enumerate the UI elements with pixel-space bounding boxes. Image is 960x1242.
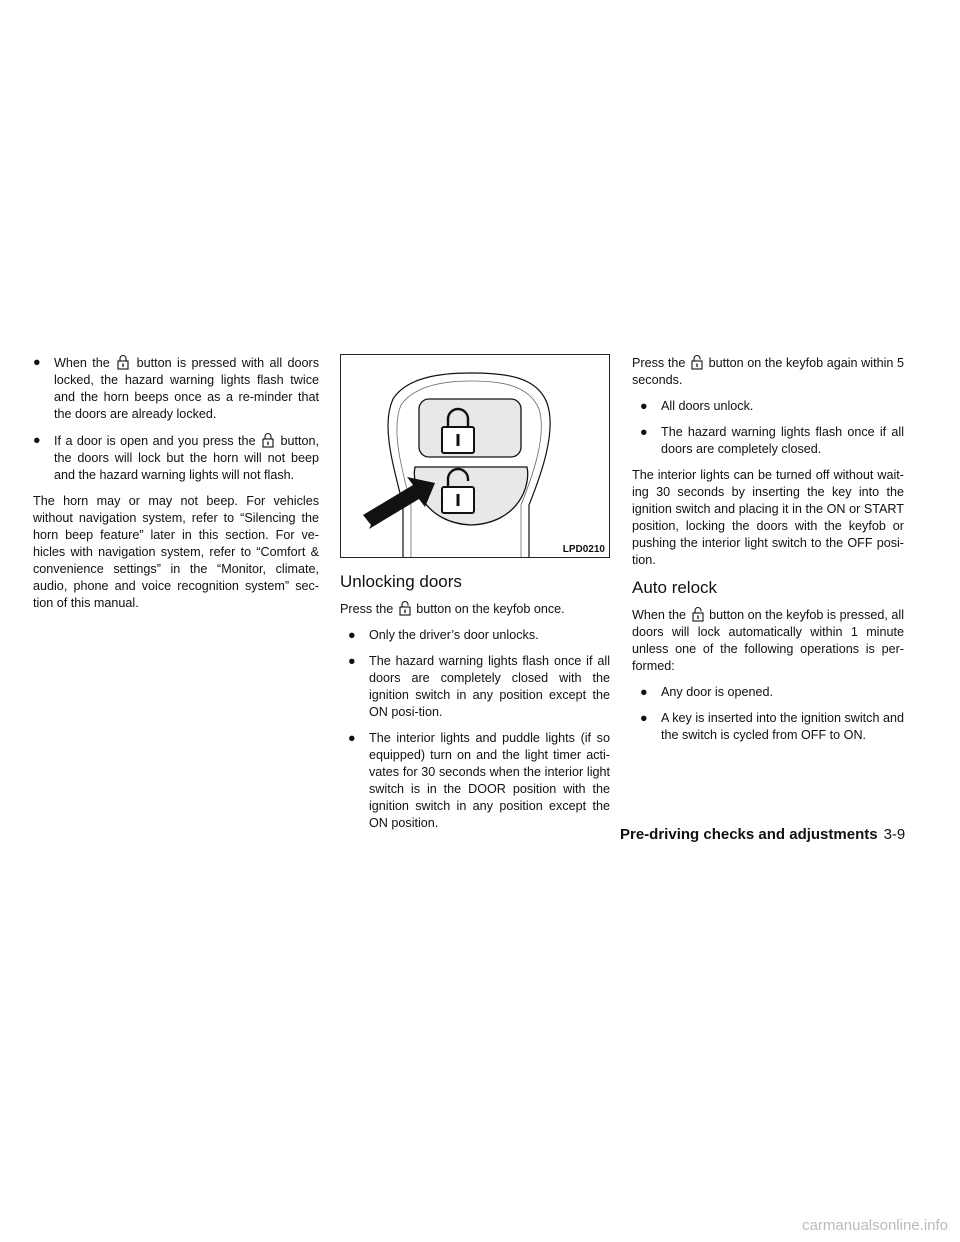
bullet-marker: ● — [640, 425, 648, 439]
section-title: Pre-driving checks and adjustments — [620, 826, 878, 843]
bullet-door-opened — [640, 684, 904, 701]
bullet-interior-lights — [348, 730, 610, 832]
column-right — [632, 354, 904, 753]
bullet-hazard-flash-all — [640, 424, 904, 458]
bullet-key-inserted — [640, 710, 904, 744]
page-footer — [620, 826, 905, 843]
bullet-marker: ● — [33, 355, 41, 369]
keyfob-illustration — [341, 355, 609, 557]
intro-text-before: Press the — [340, 602, 394, 616]
paragraph-interior-lights-off: The interior lights can be turned off without wait-ing 30 seconds by inserting the key into the ignition switch and placing it in the ON or START position, locking the doors with the keyfob or pushing the interior light switch to the OFF posi-tion. — [632, 468, 904, 567]
lock-icon — [117, 354, 129, 370]
bullet-text: Only the driver’s door unlocks. — [369, 628, 539, 642]
bullet-text-before: If a door is open and you press the — [54, 434, 256, 448]
intro-text-after: button on the keyfob again within 5 seconds. — [632, 356, 905, 387]
heading-unlocking-doors: Unlocking doors — [340, 572, 462, 591]
bullet-marker: ● — [33, 433, 41, 447]
bullet-text: The hazard warning lights flash once if all doors are completely closed. — [661, 425, 904, 456]
intro-text-before: Press the — [632, 356, 686, 370]
figure-label: LPD0210 — [562, 544, 605, 555]
unlock-icon — [692, 606, 704, 622]
bullet-marker: ● — [348, 628, 356, 642]
column-left — [33, 354, 319, 621]
bullet-text: All doors unlock. — [661, 399, 754, 413]
bullet-all-doors-unlock — [640, 398, 904, 415]
keyfob-figure — [340, 354, 610, 558]
bullet-marker: ● — [640, 711, 648, 725]
arrow-pointer — [363, 477, 435, 529]
bullet-marker: ● — [348, 731, 356, 745]
bullet-marker: ● — [640, 685, 648, 699]
bullet-text: The hazard warning lights flash once if all doors are completely closed with the ignition switch in any position except the ON posi-tion. — [369, 654, 610, 719]
bullet-driver-door — [348, 627, 610, 644]
bullet-text: A key is inserted into the ignition switch and the switch is cycled from OFF to ON. — [661, 711, 904, 742]
heading-auto-relock: Auto relock — [632, 578, 718, 597]
bullet-marker: ● — [640, 399, 648, 413]
intro-text-after: button on the keyfob is pressed, all doors will lock automatically within 1 minute unless one of the following operations is per-formed: — [632, 608, 905, 673]
page-body — [0, 354, 960, 874]
unlock-intro — [340, 600, 610, 618]
paragraph-horn-beep: The horn may or may not beep. For vehicles without navigation system, refer to “Silencing the horn beep feature” later in this section. For ve-hicles with navigation system, refer to “Comfort & convenience settings” in the “Monitor, climate, audio, phone and voice recognition system” sec-tion of this manual. — [33, 494, 319, 610]
bullet-lock-all-locked — [33, 354, 319, 423]
bullet-lock-door-open — [33, 432, 319, 484]
unlock-icon — [399, 600, 411, 616]
page-number: 3-9 — [883, 826, 906, 843]
bullet-marker: ● — [348, 654, 356, 668]
lock-icon — [262, 432, 274, 448]
press-again-intro — [632, 354, 904, 389]
bullet-text: Any door is opened. — [661, 685, 774, 699]
bullet-text-after: button, the doors will lock but the horn will not beep and the hazard warning lights will not flash. — [54, 434, 320, 482]
column-middle — [340, 354, 610, 841]
relock-intro — [632, 606, 904, 675]
bullet-text-after: button is pressed with all doors locked, the hazard warning lights flash twice and the horn beeps once as a re-minder that the doors are already locked. — [54, 356, 320, 421]
intro-text-after: button on the keyfob once. — [416, 602, 565, 616]
bullet-hazard-flash — [348, 653, 610, 721]
bullet-text: The interior lights and puddle lights (if so equipped) turn on and the light timer acti-vates for 30 seconds when the interior light switch is in the DOOR position with the ignition switch in any position except the ON position. — [369, 731, 610, 830]
unlock-icon — [691, 354, 703, 370]
bullet-text-before: When the — [54, 356, 110, 370]
intro-text-before: When the — [632, 608, 686, 622]
watermark: carmanualsonline.info — [802, 1217, 948, 1234]
